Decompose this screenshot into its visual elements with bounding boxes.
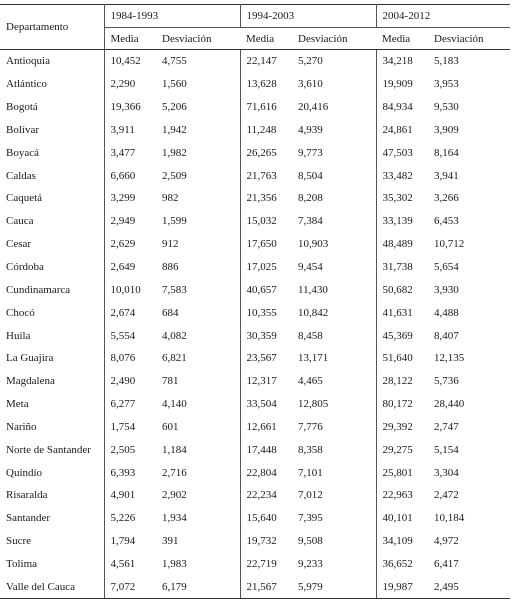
desviacion-cell: 4,488 <box>434 306 459 319</box>
media-cell: 48,489 <box>382 238 413 251</box>
desviacion-cell: 781 <box>156 370 240 393</box>
media-cell: 12,317 <box>246 375 277 388</box>
media-cell: 10,452 <box>110 55 141 68</box>
header-media: Media <box>104 28 156 50</box>
table-row <box>0 416 510 439</box>
desviacion-cell: 4,140 <box>156 393 240 416</box>
media-cell: 29,275 <box>382 443 413 456</box>
media-cell: 50,682 <box>382 283 413 296</box>
table-row <box>0 370 510 393</box>
desviacion-cell: 5,979 <box>292 575 376 598</box>
departamento-cell: Norte de Santander <box>0 438 104 461</box>
departamento-cell: Quindío <box>0 461 104 484</box>
desviacion-cell: 4,082 <box>156 324 240 347</box>
media-cell: 23,567 <box>246 352 277 365</box>
media-cell: 3,299 <box>110 192 136 205</box>
table-row <box>0 530 510 553</box>
desviacion-cell: 3,266 <box>434 192 459 205</box>
media-cell: 6,277 <box>110 398 136 411</box>
departamento-cell: Valle del Cauca <box>0 575 104 598</box>
departamento-cell: Bolívar <box>0 119 104 142</box>
desviacion-cell: 28,440 <box>434 398 465 411</box>
media-cell: 31,738 <box>382 261 413 274</box>
departamento-cell: Cauca <box>0 210 104 233</box>
table-row <box>0 324 510 347</box>
media-cell: 45,369 <box>382 329 413 342</box>
desviacion-cell: 912 <box>156 233 240 256</box>
media-cell: 34,218 <box>382 55 413 68</box>
desviacion-cell: 8,458 <box>292 324 376 347</box>
table-row <box>0 461 510 484</box>
desviacion-cell: 4,972 <box>434 535 459 548</box>
desviacion-cell: 1,184 <box>156 438 240 461</box>
desviacion-cell: 10,712 <box>434 238 465 251</box>
media-cell: 2,505 <box>110 443 136 456</box>
table-row <box>0 187 510 210</box>
media-cell: 22,234 <box>246 489 277 502</box>
desviacion-cell: 8,407 <box>434 329 459 342</box>
table-row <box>0 96 510 119</box>
desviacion-cell: 2,472 <box>434 489 459 502</box>
desviacion-cell: 7,395 <box>292 507 376 530</box>
desviacion-cell: 7,776 <box>292 416 376 439</box>
table-row <box>0 484 510 507</box>
departamento-cell: Nariño <box>0 416 104 439</box>
desviacion-cell: 9,454 <box>292 256 376 279</box>
media-cell: 6,660 <box>110 169 136 182</box>
media-cell: 40,657 <box>246 283 277 296</box>
media-cell: 10,355 <box>246 306 277 319</box>
departamento-cell: Risaralda <box>0 484 104 507</box>
media-cell: 35,302 <box>382 192 413 205</box>
media-cell: 80,172 <box>382 398 413 411</box>
media-cell: 19,732 <box>246 535 277 548</box>
desviacion-cell: 2,747 <box>434 420 459 433</box>
media-cell: 17,025 <box>246 261 277 274</box>
table-row <box>0 141 510 164</box>
media-cell: 19,366 <box>110 101 141 114</box>
media-cell: 1,794 <box>110 535 136 548</box>
desviacion-cell: 9,233 <box>292 553 376 576</box>
table-row <box>0 393 510 416</box>
departamento-cell: Santander <box>0 507 104 530</box>
desviacion-cell: 886 <box>156 256 240 279</box>
header-period-3: 2004-2012 <box>376 5 510 28</box>
desviacion-cell: 391 <box>156 530 240 553</box>
departamento-cell: Magdalena <box>0 370 104 393</box>
desviacion-cell: 9,508 <box>292 530 376 553</box>
departamento-cell: Caldas <box>0 164 104 187</box>
media-cell: 4,561 <box>110 557 136 570</box>
desviacion-cell: 5,183 <box>434 55 459 68</box>
desviacion-cell: 4,755 <box>156 50 240 73</box>
media-cell: 15,640 <box>246 512 277 525</box>
table-row <box>0 507 510 530</box>
media-cell: 41,631 <box>382 306 413 319</box>
media-cell: 5,226 <box>110 512 136 525</box>
table-row <box>0 50 510 73</box>
desviacion-cell: 7,583 <box>156 278 240 301</box>
header-period-2: 1994-2003 <box>240 5 376 28</box>
desviacion-cell: 11,430 <box>292 278 376 301</box>
departamento-cell: Meta <box>0 393 104 416</box>
media-cell: 13,628 <box>246 78 277 91</box>
departamento-cell: Chocó <box>0 301 104 324</box>
media-cell: 22,804 <box>246 466 277 479</box>
desviacion-cell: 1,934 <box>156 507 240 530</box>
desviacion-cell: 20,416 <box>292 96 376 119</box>
table-row <box>0 438 510 461</box>
desviacion-cell: 982 <box>156 187 240 210</box>
media-cell: 3,911 <box>110 123 135 136</box>
departamento-cell: Atlántico <box>0 73 104 96</box>
desviacion-cell: 8,208 <box>292 187 376 210</box>
desviacion-cell: 12,135 <box>434 352 465 365</box>
desviacion-cell: 7,012 <box>292 484 376 507</box>
media-cell: 2,949 <box>110 215 136 228</box>
media-cell: 22,963 <box>382 489 413 502</box>
media-cell: 22,147 <box>246 55 277 68</box>
media-cell: 10,010 <box>110 283 141 296</box>
media-cell: 33,504 <box>246 398 277 411</box>
media-cell: 25,801 <box>382 466 413 479</box>
desviacion-cell: 684 <box>156 301 240 324</box>
desviacion-cell: 601 <box>156 416 240 439</box>
media-cell: 11,248 <box>246 123 277 136</box>
media-cell: 17,448 <box>246 443 277 456</box>
media-cell: 28,122 <box>382 375 413 388</box>
table-body <box>0 50 510 599</box>
media-cell: 47,503 <box>382 146 413 159</box>
header-row-periods <box>0 5 510 28</box>
table-row <box>0 347 510 370</box>
media-cell: 21,763 <box>246 169 277 182</box>
header-desviacion: Desviación <box>292 28 376 50</box>
table-row <box>0 256 510 279</box>
departamento-cell: Caquetá <box>0 187 104 210</box>
desviacion-cell: 12,805 <box>292 393 376 416</box>
media-cell: 2,490 <box>110 375 136 388</box>
media-cell: 17,650 <box>246 238 277 251</box>
table-row <box>0 119 510 142</box>
departamento-stats-table <box>0 4 510 599</box>
desviacion-cell: 1,599 <box>156 210 240 233</box>
header-media: Media <box>240 28 292 50</box>
table-row <box>0 278 510 301</box>
media-cell: 15,032 <box>246 215 277 228</box>
departamento-cell: Córdoba <box>0 256 104 279</box>
media-cell: 5,554 <box>110 329 136 342</box>
desviacion-cell: 2,509 <box>156 164 240 187</box>
desviacion-cell: 9,773 <box>292 141 376 164</box>
desviacion-cell: 3,909 <box>434 123 459 136</box>
desviacion-cell: 8,504 <box>292 164 376 187</box>
media-cell: 19,909 <box>382 78 413 91</box>
media-cell: 12,661 <box>246 420 277 433</box>
media-cell: 21,567 <box>240 575 292 598</box>
media-cell: 40,101 <box>382 512 413 525</box>
desviacion-cell: 5,654 <box>434 261 459 274</box>
departamento-cell: Antioquia <box>0 50 104 73</box>
media-cell: 84,934 <box>382 101 413 114</box>
media-cell: 71,616 <box>246 101 277 114</box>
desviacion-cell: 1,942 <box>156 119 240 142</box>
desviacion-cell: 5,736 <box>434 375 459 388</box>
table-row <box>0 575 510 598</box>
media-cell: 22,719 <box>246 557 277 570</box>
media-cell: 26,265 <box>246 146 277 159</box>
departamento-cell: Tolima <box>0 553 104 576</box>
desviacion-cell: 1,982 <box>156 141 240 164</box>
desviacion-cell: 3,941 <box>434 169 459 182</box>
media-cell: 36,652 <box>382 557 413 570</box>
media-cell: 29,392 <box>382 420 413 433</box>
header-departamento: Departamento <box>0 5 104 50</box>
desviacion-cell: 7,384 <box>292 210 376 233</box>
media-cell: 21,356 <box>246 192 277 205</box>
table-row <box>0 553 510 576</box>
desviacion-cell: 3,930 <box>434 283 459 296</box>
desviacion-cell: 2,495 <box>428 575 510 598</box>
header-media: Media <box>376 28 428 50</box>
desviacion-cell: 6,179 <box>156 575 240 598</box>
media-cell: 30,359 <box>246 329 277 342</box>
media-cell: 33,482 <box>382 169 413 182</box>
departamento-cell: Cesar <box>0 233 104 256</box>
desviacion-cell: 1,560 <box>156 73 240 96</box>
media-cell: 4,901 <box>110 489 136 502</box>
departamento-cell: Bogotá <box>0 96 104 119</box>
desviacion-cell: 5,206 <box>156 96 240 119</box>
media-cell: 51,640 <box>382 352 413 365</box>
table-row <box>0 210 510 233</box>
media-cell: 33,139 <box>382 215 413 228</box>
header-desviacion: Desviación <box>428 28 510 50</box>
desviacion-cell: 3,953 <box>434 78 459 91</box>
desviacion-cell: 3,304 <box>434 466 459 479</box>
desviacion-cell: 6,453 <box>434 215 459 228</box>
desviacion-cell: 6,417 <box>434 557 459 570</box>
departamento-cell: Huila <box>0 324 104 347</box>
desviacion-cell: 1,983 <box>156 553 240 576</box>
desviacion-cell: 4,939 <box>292 119 376 142</box>
table-row <box>0 73 510 96</box>
media-cell: 3,477 <box>110 146 136 159</box>
desviacion-cell: 10,184 <box>434 512 465 525</box>
desviacion-cell: 10,842 <box>292 301 376 324</box>
departamento-cell: Sucre <box>0 530 104 553</box>
desviacion-cell: 5,270 <box>292 50 376 73</box>
desviacion-cell: 7,101 <box>292 461 376 484</box>
desviacion-cell: 9,530 <box>434 101 459 114</box>
departamento-cell: Boyacá <box>0 141 104 164</box>
media-cell: 19,987 <box>376 575 428 598</box>
header-period-1: 1984-1993 <box>104 5 240 28</box>
desviacion-cell: 3,610 <box>292 73 376 96</box>
desviacion-cell: 6,821 <box>156 347 240 370</box>
departamento-cell: La Guajira <box>0 347 104 370</box>
media-cell: 8,076 <box>110 352 136 365</box>
desviacion-cell: 8,164 <box>434 146 459 159</box>
departamento-cell: Cundinamarca <box>0 278 104 301</box>
media-cell: 24,861 <box>382 123 413 136</box>
media-cell: 2,674 <box>110 306 136 319</box>
media-cell: 2,629 <box>110 238 136 251</box>
table-row <box>0 164 510 187</box>
desviacion-cell: 2,716 <box>156 461 240 484</box>
media-cell: 34,109 <box>382 535 413 548</box>
desviacion-cell: 5,154 <box>434 443 459 456</box>
desviacion-cell: 4,465 <box>292 370 376 393</box>
media-cell: 7,072 <box>104 575 156 598</box>
desviacion-cell: 10,903 <box>292 233 376 256</box>
desviacion-cell: 2,902 <box>156 484 240 507</box>
table-row <box>0 233 510 256</box>
desviacion-cell: 13,171 <box>292 347 376 370</box>
media-cell: 6,393 <box>110 466 136 479</box>
media-cell: 2,290 <box>110 78 136 91</box>
desviacion-cell: 8,358 <box>292 438 376 461</box>
header-desviacion: Desviación <box>156 28 240 50</box>
media-cell: 1,754 <box>110 420 136 433</box>
table-row <box>0 301 510 324</box>
media-cell: 2,649 <box>110 261 136 274</box>
